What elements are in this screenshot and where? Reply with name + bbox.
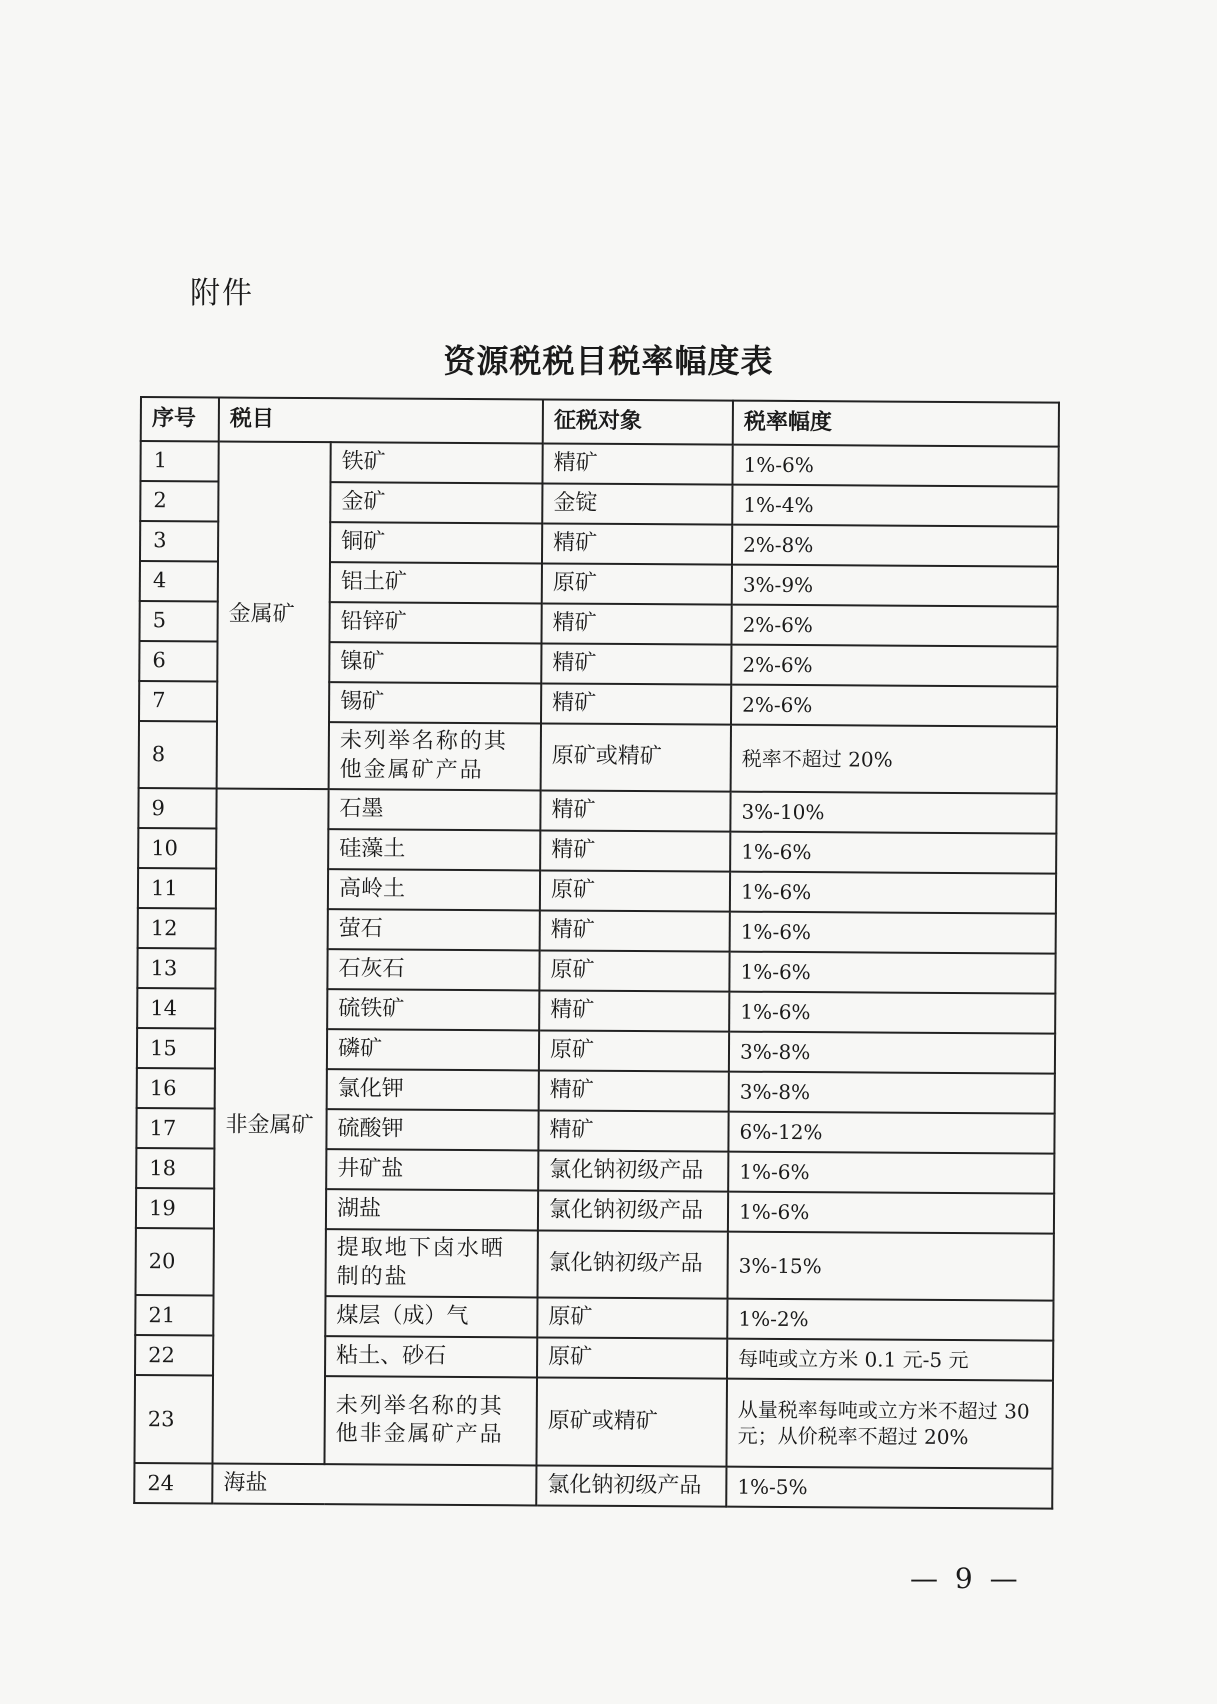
- row-number: 10: [138, 828, 216, 868]
- item-name: 磷矿: [327, 1029, 539, 1070]
- table-header-row: [141, 397, 1059, 447]
- item-name: 铜矿: [330, 522, 542, 563]
- item-name: 硅藻土: [328, 829, 540, 870]
- tax-rate: 2%-6%: [732, 605, 1058, 647]
- tax-rate: 1%-6%: [728, 1152, 1054, 1194]
- tax-object: 精矿: [538, 1111, 728, 1152]
- table-row: [134, 1463, 1052, 1509]
- page-title: 资源税税目税率幅度表: [443, 342, 774, 380]
- tax-rate: 1%-6%: [732, 445, 1058, 487]
- item-name: 萤石: [328, 909, 540, 950]
- table-row: [138, 788, 1056, 834]
- item-name: 未列举名称的其他非金属矿产品: [324, 1377, 537, 1466]
- tax-rate: 税率不超过 20%: [731, 725, 1057, 794]
- tax-object: 原矿: [537, 1298, 727, 1339]
- tax-rate: 1%-6%: [730, 832, 1056, 874]
- tax-object: 精矿: [539, 1071, 729, 1112]
- item-name: 金矿: [330, 482, 542, 523]
- row-number: 22: [135, 1335, 213, 1375]
- item-name: 铝土矿: [330, 562, 542, 603]
- row-number: 21: [135, 1295, 213, 1335]
- header-object: 征税对象: [543, 399, 733, 444]
- item-name: 石墨: [328, 789, 540, 830]
- row-number: 7: [139, 681, 217, 721]
- row-number: 8: [139, 721, 217, 789]
- row-number: 20: [136, 1228, 214, 1296]
- item-name: 提取地下卤水晒制的盐: [326, 1229, 538, 1297]
- item-name: 硫铁矿: [327, 989, 539, 1030]
- header-item: 税目: [219, 397, 543, 443]
- item-name: 未列举名称的其他金属矿产品: [329, 722, 541, 790]
- tax-rate: 3%-15%: [728, 1232, 1054, 1301]
- item-name: 氯化钾: [327, 1069, 539, 1110]
- item-name: 粘土、砂石: [325, 1337, 537, 1378]
- tax-rate: 6%-12%: [728, 1112, 1054, 1154]
- item-name: 井矿盐: [326, 1149, 538, 1190]
- tax-object: 精矿: [541, 643, 731, 684]
- page-number: — 9 —: [910, 1562, 1022, 1595]
- tax-rate: 1%-6%: [730, 912, 1056, 954]
- tax-rate: 从量税率每吨或立方米不超过 30 元；从价税率不超过 20%: [726, 1379, 1053, 1469]
- tax-object: 氯化钠初级产品: [538, 1191, 728, 1232]
- tax-object: 精矿: [540, 831, 730, 872]
- tax-object: 精矿: [540, 911, 730, 952]
- item-name: 海盐: [212, 1464, 536, 1506]
- item-name: 湖盐: [326, 1189, 538, 1230]
- row-number: 2: [140, 481, 218, 521]
- header-rate: 税率幅度: [733, 401, 1059, 447]
- tax-rate: 1%-2%: [727, 1299, 1053, 1341]
- item-name: 煤层（成）气: [325, 1297, 537, 1338]
- tax-object: 氯化钠初级产品: [538, 1231, 728, 1299]
- tax-rate: 每吨或立方米 0.1 元-5 元: [727, 1339, 1053, 1381]
- tax-object: 原矿: [537, 1338, 727, 1379]
- tax-object: 精矿: [542, 603, 732, 644]
- item-name: 镍矿: [329, 642, 541, 683]
- tax-object: 金锭: [542, 483, 732, 524]
- row-number: 11: [138, 868, 216, 908]
- tax-object: 精矿: [541, 683, 731, 724]
- item-name: 铅锌矿: [329, 602, 541, 643]
- tax-object: 原矿: [539, 1031, 729, 1072]
- item-name: 高岭土: [328, 869, 540, 910]
- tax-object: 精矿: [540, 791, 730, 832]
- row-number: 19: [136, 1188, 214, 1228]
- tax-object: 氯化钠初级产品: [538, 1151, 728, 1192]
- tax-object: 氯化钠初级产品: [536, 1466, 726, 1507]
- item-name: 锡矿: [329, 682, 541, 723]
- row-number: 16: [137, 1068, 215, 1108]
- tax-object: 原矿: [540, 871, 730, 912]
- tax-object: 精矿: [542, 523, 732, 564]
- row-number: 5: [140, 601, 218, 641]
- tax-rate: 2%-6%: [731, 645, 1057, 687]
- tax-rate: 1%-6%: [730, 872, 1056, 914]
- tax-object: 原矿: [539, 951, 729, 992]
- tax-object: 原矿: [542, 563, 732, 604]
- tax-rate-table: [133, 396, 1060, 1510]
- tax-rate: 3%-9%: [732, 565, 1058, 607]
- tax-rate: 1%-5%: [726, 1467, 1052, 1509]
- item-name: 石灰石: [327, 949, 539, 990]
- table-row: [140, 441, 1058, 487]
- row-number: 6: [139, 641, 217, 681]
- tax-object: 原矿或精矿: [536, 1378, 727, 1467]
- row-number: 4: [140, 561, 218, 601]
- tax-rate: 3%-8%: [729, 1032, 1055, 1074]
- tax-rate: 1%-6%: [729, 952, 1055, 994]
- row-number: 9: [138, 788, 216, 828]
- row-number: 17: [136, 1108, 214, 1148]
- item-name: 铁矿: [330, 442, 542, 483]
- tax-rate: 3%-10%: [730, 792, 1056, 834]
- tax-rate: 1%-4%: [732, 485, 1058, 527]
- row-number: 12: [138, 908, 216, 948]
- row-number: 15: [137, 1028, 215, 1068]
- tax-object: 精矿: [539, 991, 729, 1032]
- tax-object: 精矿: [542, 443, 732, 484]
- row-number: 13: [137, 948, 215, 988]
- tax-rate: 3%-8%: [729, 1072, 1055, 1114]
- header-no: 序号: [141, 397, 219, 441]
- tax-object: 原矿或精矿: [541, 723, 731, 791]
- tax-rate: 1%-6%: [728, 1192, 1054, 1234]
- group-metal: 金属矿: [217, 441, 331, 789]
- row-number: 3: [140, 521, 218, 561]
- tax-rate: 1%-6%: [729, 992, 1055, 1034]
- row-number: 14: [137, 988, 215, 1028]
- item-name: 硫酸钾: [326, 1109, 538, 1150]
- row-number: 24: [134, 1463, 212, 1503]
- tax-rate: 2%-6%: [731, 685, 1057, 727]
- tax-rate: 2%-8%: [732, 525, 1058, 567]
- annex-label: 附件: [190, 276, 254, 311]
- row-number: 1: [140, 441, 218, 481]
- group-nonmetal: 非金属矿: [212, 789, 328, 1465]
- row-number: 18: [136, 1148, 214, 1188]
- row-number: 23: [134, 1375, 213, 1463]
